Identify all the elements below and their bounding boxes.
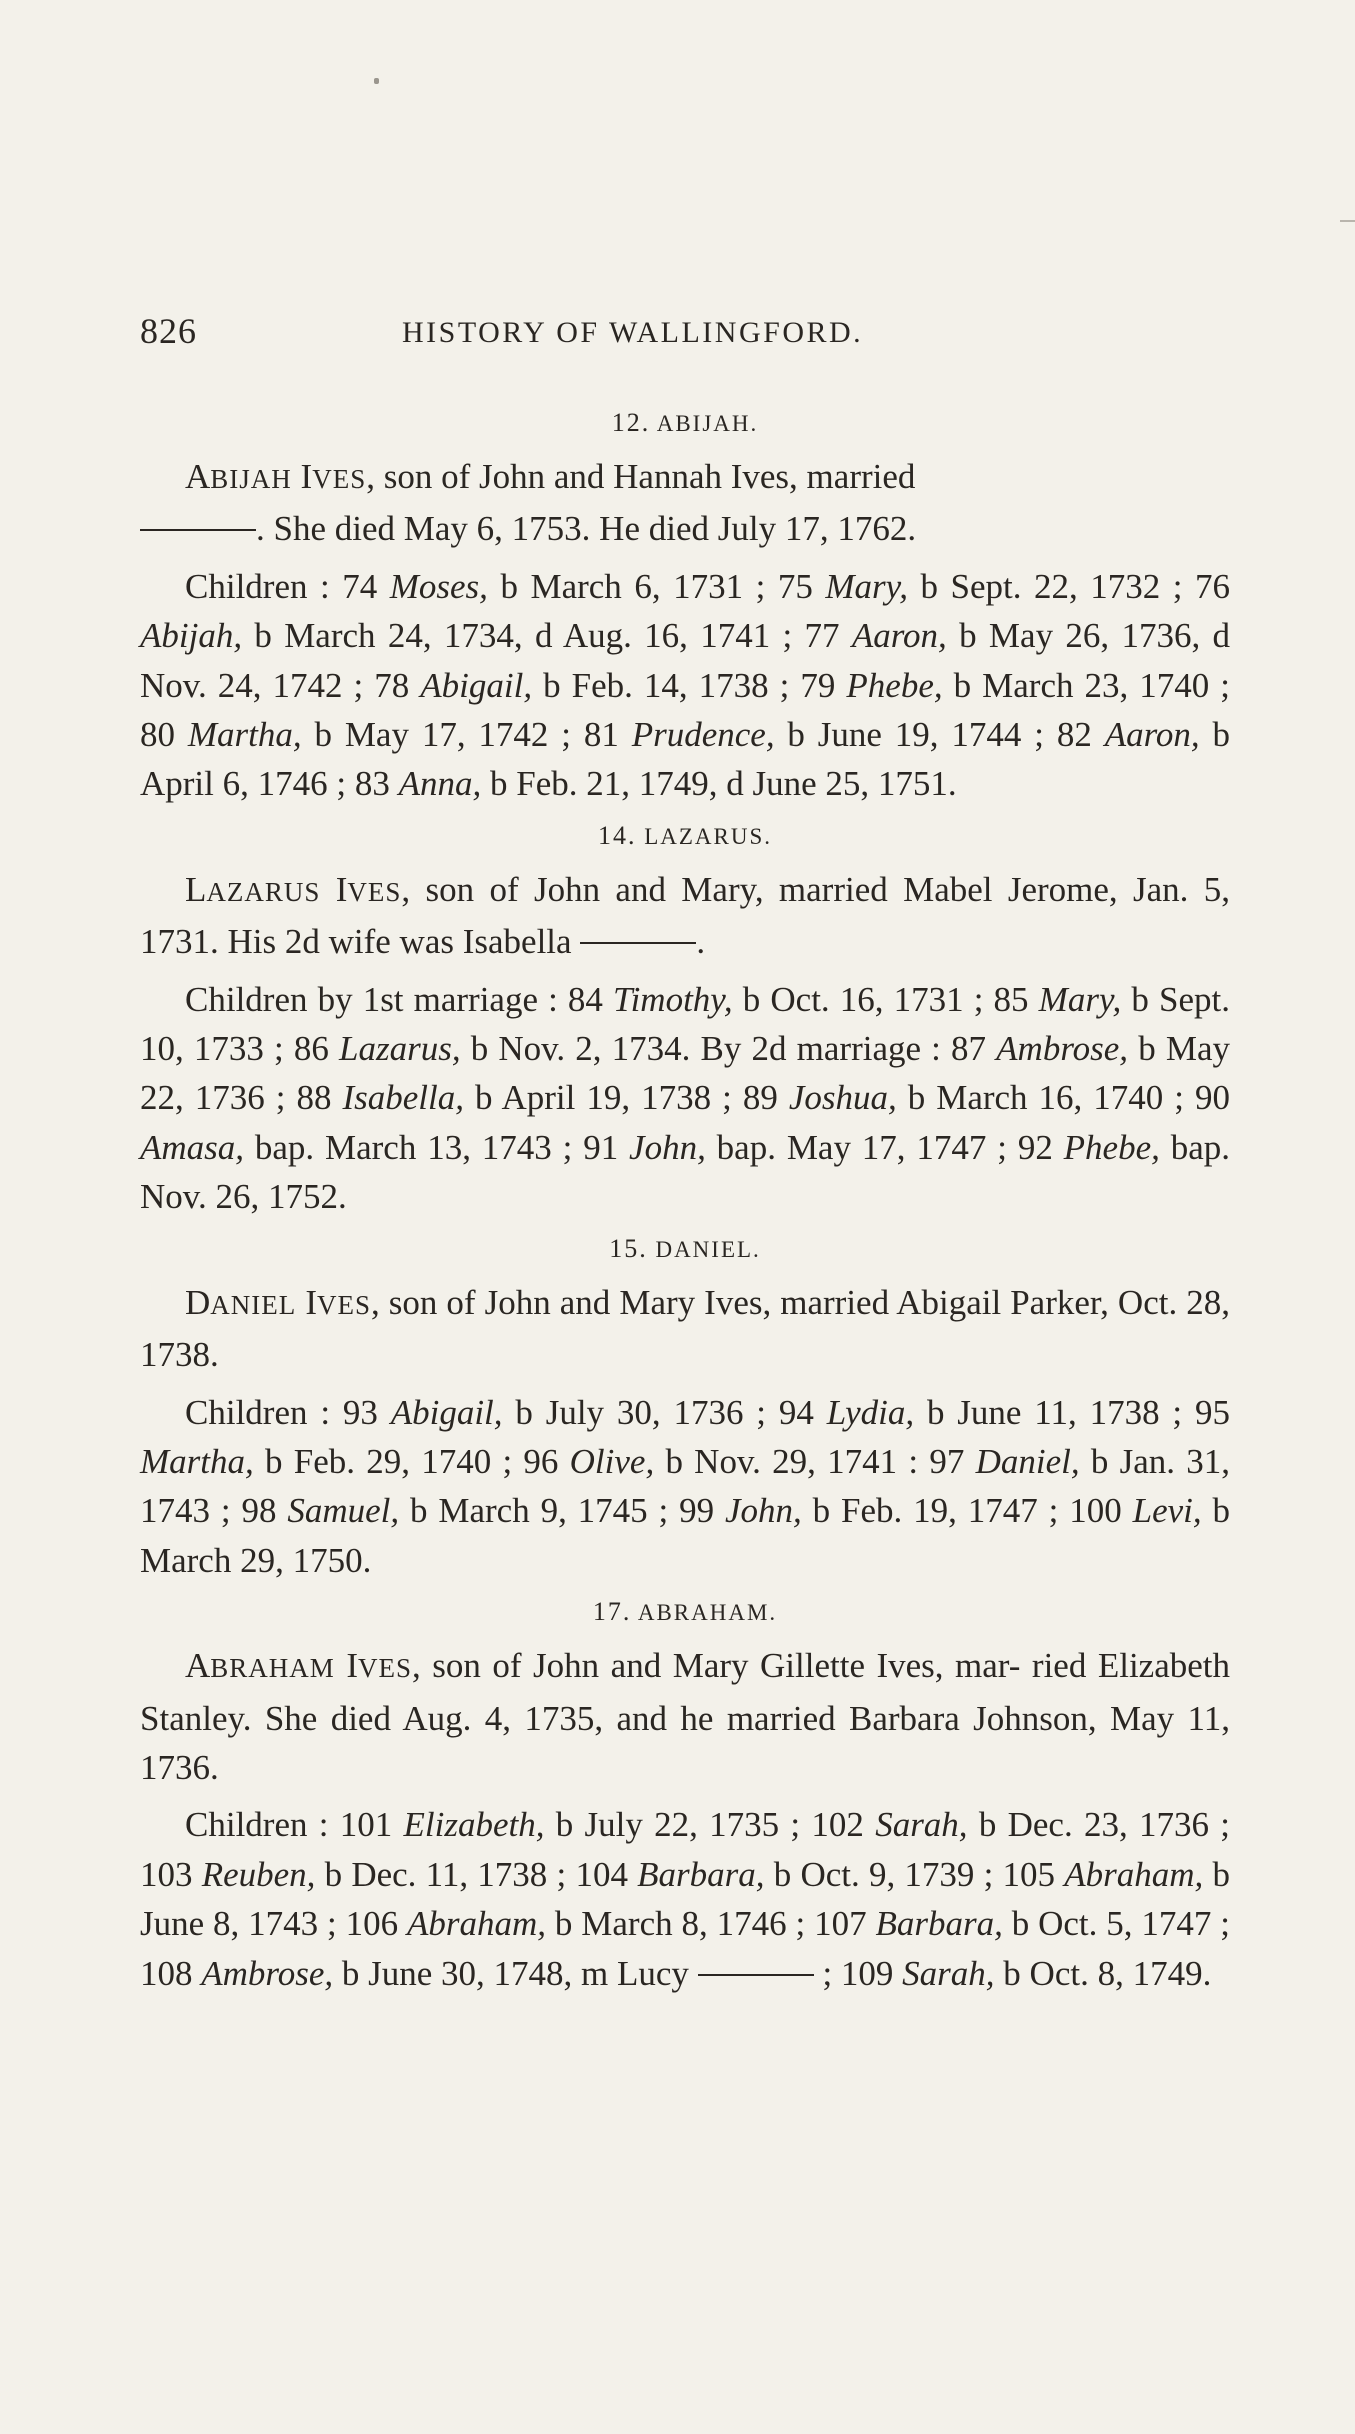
text: b Oct. 16, 1731 ; 85 — [732, 979, 1039, 1019]
child-name: Ambrose, — [996, 1029, 1129, 1069]
section-heading — [140, 821, 1230, 851]
text: b May 22, 1736 ; 88 — [140, 1029, 1230, 1118]
section-name: DANIEL. — [655, 1236, 761, 1262]
section-number: 12. — [611, 408, 651, 437]
text: ; 109 — [813, 1953, 903, 1993]
child-name: Ambrose, — [201, 1953, 334, 1993]
text: , son of John and Mary Gillette Ives, mar- ried Elizabeth Stanley. She died Aug. 4, 1735, and he married Barbara Johnson, May 11, 1736. — [140, 1646, 1230, 1787]
text: Children : 101 — [185, 1805, 404, 1845]
text: b March 16, 1740 ; 90 — [896, 1078, 1230, 1118]
small-caps: BRAHAM — [210, 1653, 335, 1684]
child-name: Abigail, — [420, 665, 533, 705]
section-lazarus — [140, 821, 1230, 1222]
surname-small-caps — [346, 1646, 412, 1685]
text: , son of John and Hannah Ives, married — [366, 457, 916, 496]
small-caps: VES — [357, 1653, 412, 1684]
child-name: John, — [629, 1127, 706, 1167]
section-heading — [140, 1234, 1230, 1264]
text: b April 6, 1746 ; 83 — [140, 715, 1230, 804]
child-name: Barbara, — [875, 1904, 1003, 1944]
text: b Nov. 2, 1734. By 2d marriage : 87 — [460, 1029, 997, 1069]
section-number: 14. — [597, 820, 637, 850]
initial: A — [185, 1646, 211, 1686]
intro-paragraph — [140, 452, 1230, 554]
initial: I — [300, 457, 313, 496]
page-number: 826 — [140, 311, 197, 351]
child-name: Martha, — [187, 715, 302, 755]
text: b Nov. 29, 1741 : 97 — [654, 1441, 976, 1481]
edge-mark — [1340, 220, 1355, 222]
initial: I — [346, 1646, 358, 1686]
small-caps: VES — [347, 876, 402, 907]
section-name: LAZARUS. — [644, 823, 773, 849]
child-name: Olive, — [569, 1441, 655, 1481]
section-number: 17. — [592, 1597, 632, 1627]
text: b June 8, 1743 ; 106 — [140, 1854, 1231, 1944]
text: b April 19, 1738 ; 89 — [463, 1078, 789, 1118]
child-name: Samuel, — [287, 1491, 400, 1531]
child-name: Aaron, — [851, 616, 947, 656]
section-name: ABIJAH. — [656, 411, 759, 436]
surname-small-caps — [305, 1283, 371, 1322]
text — [320, 870, 335, 909]
child-name: John, — [725, 1491, 802, 1531]
small-caps: VES — [312, 464, 367, 494]
child-name: Elizabeth, — [403, 1805, 545, 1845]
child-name: Levi, — [1132, 1491, 1202, 1531]
text: b March 9, 1745 ; 99 — [399, 1491, 726, 1531]
intro-paragraph — [140, 1641, 1230, 1792]
text: Children by 1st marriage : 84 — [185, 979, 614, 1019]
text: b March 23, 1740 ; 80 — [140, 665, 1230, 755]
child-name: Abraham, — [1064, 1854, 1204, 1894]
text: b March 24, 1734, d Aug. 16, 1741 ; 77 — [242, 616, 852, 656]
initial: I — [335, 869, 348, 909]
section-abijah — [140, 408, 1230, 809]
children-paragraph — [140, 562, 1230, 809]
running-head — [140, 300, 1230, 350]
speck — [374, 78, 379, 84]
text: , son of John and Mary Ives, married Abigail Parker, Oct. 28, 1738. — [140, 1282, 1231, 1375]
section-abraham — [140, 1597, 1230, 1998]
child-name: Mary, — [825, 566, 908, 606]
text: b May 17, 1742 ; 81 — [301, 715, 632, 755]
initial: L — [185, 869, 207, 909]
child-name: Anna, — [398, 764, 482, 804]
intro-paragraph — [140, 865, 1230, 967]
section-number: 15. — [609, 1233, 648, 1263]
children-paragraph — [140, 1800, 1230, 1998]
text: b Feb. 21, 1749, d June 25, 1751. — [481, 764, 957, 804]
text: b June 11, 1738 ; 95 — [914, 1392, 1230, 1432]
children-paragraph — [140, 1388, 1230, 1586]
child-name: Joshua, — [788, 1078, 897, 1118]
text: b Dec. 11, 1738 ; 104 — [315, 1854, 638, 1894]
book-page — [140, 300, 1230, 1998]
text: b July 30, 1736 ; 94 — [502, 1392, 827, 1432]
text: b Jan. 31, 1743 ; 98 — [140, 1441, 1230, 1531]
child-name: Reuben, — [201, 1854, 316, 1894]
child-name: Abigail, — [390, 1392, 503, 1432]
child-name: Sarah, — [902, 1953, 995, 1993]
text: . She died May 6, 1753. He died July 17, 1762. — [256, 509, 917, 549]
child-name: Isabella, — [342, 1078, 464, 1118]
child-name: Lydia, — [826, 1392, 915, 1432]
blank-dash — [698, 1974, 814, 1976]
child-name: Aaron, — [1104, 715, 1200, 755]
section-heading — [140, 408, 1230, 438]
text: b March 6, 1731 ; 75 — [487, 566, 826, 606]
text: b Oct. 5, 1747 ; 108 — [140, 1904, 1230, 1993]
text — [335, 1646, 347, 1685]
surname-small-caps — [185, 1646, 335, 1685]
child-name: Sarah, — [875, 1805, 968, 1845]
text: b Feb. 19, 1747 ; 100 — [801, 1491, 1133, 1531]
child-name: Mary, — [1038, 979, 1122, 1019]
text: b Feb. 29, 1740 ; 96 — [253, 1441, 570, 1481]
child-name: Abraham, — [407, 1904, 547, 1944]
small-caps: AZARUS — [206, 876, 321, 907]
intro-paragraph — [140, 1278, 1230, 1380]
child-name: Phebe, — [1063, 1127, 1160, 1167]
child-name: Phebe, — [846, 665, 943, 705]
small-caps: VES — [316, 1289, 371, 1320]
child-name: Lazarus, — [339, 1029, 461, 1069]
text: bap. May 17, 1747 ; 92 — [705, 1127, 1064, 1167]
text: Children : 93 — [185, 1392, 391, 1432]
blank-dash — [580, 942, 696, 944]
space — [292, 457, 301, 496]
page-title: HISTORY OF WALLINGFORD. — [402, 316, 864, 349]
text: bap. March 13, 1743 ; 91 — [244, 1127, 630, 1167]
text: b Sept. 10, 1733 ; 86 — [140, 979, 1230, 1069]
text: b Feb. 14, 1738 ; 79 — [532, 665, 847, 705]
blank-dash — [140, 529, 256, 531]
text: b June 30, 1748, m Lucy — [333, 1953, 698, 1993]
initial: A — [185, 457, 211, 496]
text: bap. Nov. 26, 1752. — [140, 1127, 1231, 1217]
section-daniel — [140, 1234, 1230, 1585]
child-name: Martha, — [140, 1441, 254, 1481]
text: b March 29, 1750. — [140, 1491, 1230, 1580]
text — [296, 1283, 305, 1322]
text: , son of John and Mary, married Mabel Jerome, Jan. 5, 1731. His 2d wife was Isabella — [140, 869, 1231, 962]
initial: I — [305, 1282, 317, 1322]
child-name: Abijah, — [140, 616, 243, 656]
text: b Sept. 22, 1732 ; 76 — [907, 566, 1230, 606]
text: b Dec. 23, 1736 ; 103 — [140, 1805, 1230, 1894]
text: b Oct. 8, 1749. — [994, 1953, 1212, 1993]
child-name: Barbara, — [637, 1854, 765, 1894]
child-name: Amasa, — [140, 1127, 245, 1167]
small-caps: BIJAH — [210, 464, 292, 494]
children-paragraph — [140, 975, 1230, 1222]
child-name: Moses, — [389, 566, 488, 606]
text: Children : 74 — [185, 566, 390, 606]
section-name: ABRAHAM. — [637, 1600, 778, 1626]
initial: D — [185, 1282, 211, 1322]
child-name: Daniel, — [975, 1441, 1080, 1481]
text: b May 26, 1736, d Nov. 24, 1742 ; 78 — [140, 616, 1230, 705]
text: . — [696, 922, 706, 962]
small-caps: ANIEL — [210, 1289, 297, 1320]
surname-small-caps — [336, 870, 402, 909]
text: b July 22, 1735 ; 102 — [544, 1805, 876, 1845]
child-name: Prudence, — [631, 715, 775, 755]
section-heading — [140, 1597, 1230, 1627]
text: b March 8, 1746 ; 107 — [546, 1904, 876, 1944]
text: b Oct. 9, 1739 ; 105 — [764, 1854, 1065, 1894]
surname-small-caps — [185, 870, 320, 909]
child-name: Timothy, — [613, 979, 733, 1019]
surname-small-caps — [185, 1283, 296, 1322]
text: b June 19, 1744 ; 82 — [774, 715, 1105, 755]
